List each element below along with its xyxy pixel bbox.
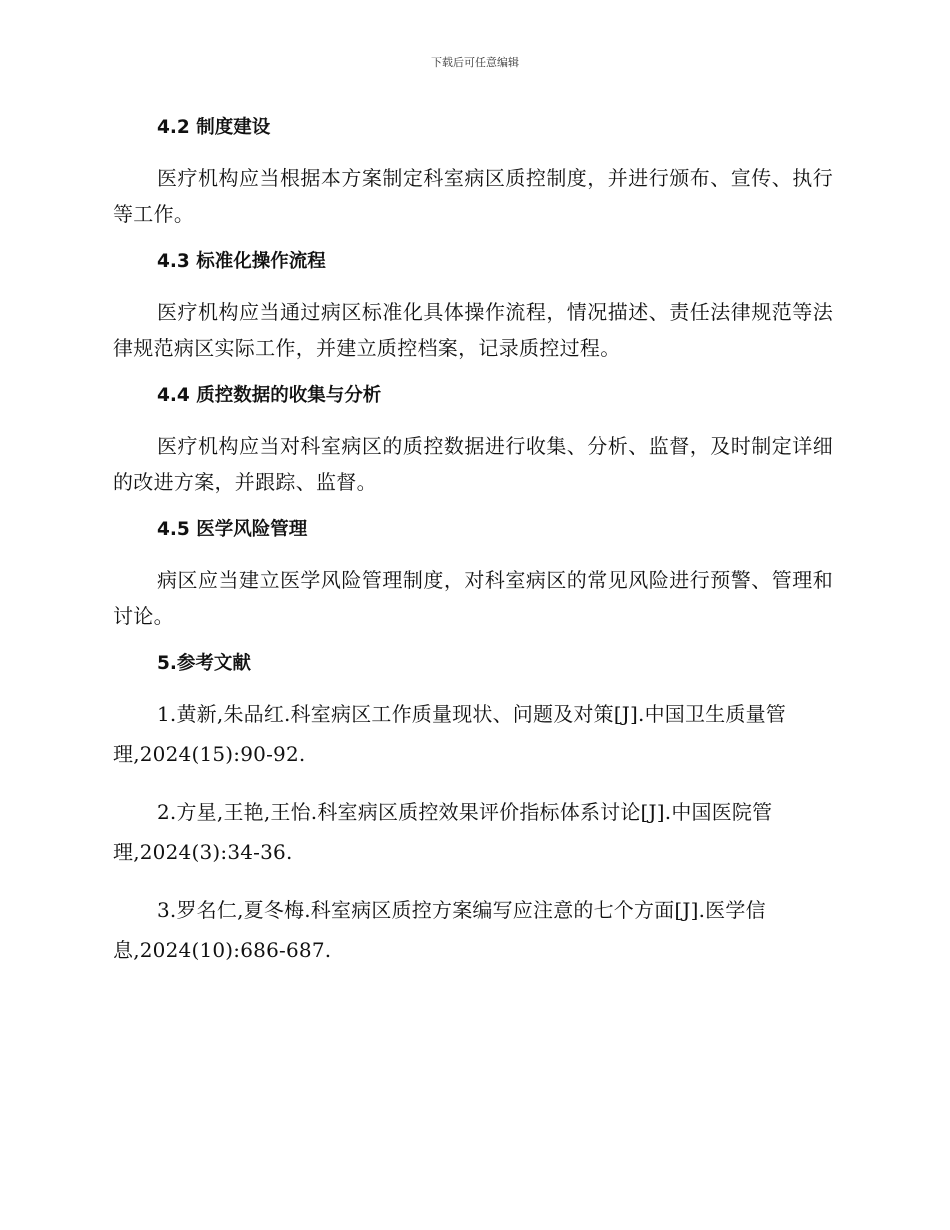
page-header: 下载后可任意编辑 — [431, 56, 519, 69]
section-paragraph: 医疗机构应当通过病区标准化具体操作流程，情况描述、责任法律规范等法律规范病区实际工作，并建立质控档案，记录质控过程。 — [113, 300, 833, 360]
references-section — [113, 648, 833, 970]
section-heading: 4.2 制度建设 — [157, 117, 271, 138]
section-paragraph: 医疗机构应当根据本方案制定科室病区质控制度，并进行颁布、宣传、执行等工作。 — [113, 166, 833, 226]
reference-item: 3.罗名仁,夏冬梅.科室病区质控方案编写应注意的七个方面[J].医学信息,2024(10):686-687. — [113, 898, 766, 962]
section-4-2 — [113, 112, 833, 232]
section-heading: 4.3 标准化操作流程 — [157, 251, 326, 272]
reference-item: 2.方星,王艳,王怡.科室病区质控效果评价指标体系讨论[J].中国医院管理,2024(3):34-36. — [113, 800, 773, 864]
section-paragraph: 医疗机构应当对科室病区的质控数据进行收集、分析、监督，及时制定详细的改进方案，并跟踪、监督。 — [113, 434, 833, 494]
section-heading: 4.4 质控数据的收集与分析 — [157, 385, 382, 406]
section-4-5 — [113, 514, 833, 634]
section-4-4 — [113, 380, 833, 500]
document-body — [113, 112, 833, 970]
section-paragraph: 病区应当建立医学风险管理制度，对科室病区的常见风险进行预警、管理和讨论。 — [113, 568, 833, 628]
section-4-3 — [113, 246, 833, 366]
references-heading: 5.参考文献 — [157, 653, 251, 674]
section-heading: 4.5 医学风险管理 — [157, 519, 308, 540]
reference-item: 1.黄新,朱品红.科室病区工作质量现状、问题及对策[J].中国卫生质量管理,2024(15):90-92. — [113, 702, 786, 766]
